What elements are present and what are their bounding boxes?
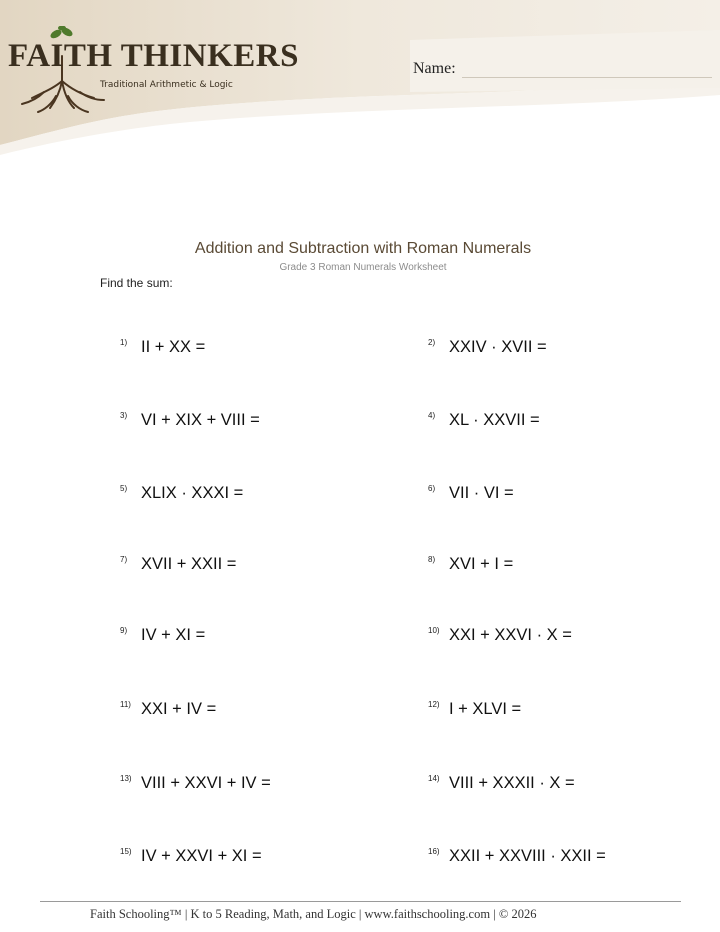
problem-expression: XVII + XXII = xyxy=(141,555,237,573)
problem-expression: XXII + XXVIII · XXII = xyxy=(449,847,606,865)
problem-number: 4) xyxy=(428,411,436,420)
problem-number: 16) xyxy=(428,847,440,856)
problem-expression: IV + XI = xyxy=(141,626,206,644)
problem-expression: XXIV · XVII = xyxy=(449,338,547,356)
brand-tagline: Traditional Arithmetic & Logic xyxy=(100,80,233,90)
worksheet-title: Addition and Subtraction with Roman Numerals xyxy=(194,240,532,257)
name-input-line[interactable] xyxy=(462,77,712,78)
problem-number: 7) xyxy=(120,555,128,564)
problem-number: 15) xyxy=(120,847,132,856)
problem-expression: IV + XXVI + XI = xyxy=(141,847,262,865)
problem-expression: XVI + I = xyxy=(449,555,514,573)
footer-divider xyxy=(40,901,681,902)
problem-expression: XL · XXVII = xyxy=(449,411,540,429)
brand-name: FAITH THINKERS xyxy=(8,38,299,74)
worksheet-subtitle: Grade 3 Roman Numerals Worksheet xyxy=(279,262,447,273)
name-label: Name: xyxy=(413,60,456,77)
problem-expression: II + XX = xyxy=(141,338,206,356)
problem-number: 13) xyxy=(120,774,132,783)
problem-expression: I + XLVI = xyxy=(449,700,522,718)
problem-number: 6) xyxy=(428,484,436,493)
problem-number: 2) xyxy=(428,338,436,347)
problem-number: 8) xyxy=(428,555,436,564)
problem-number: 1) xyxy=(120,338,128,347)
problem-expression: XXI + XXVI · X = xyxy=(449,626,572,644)
problem-expression: VIII + XXVI + IV = xyxy=(141,774,271,792)
footer-text: Faith Schooling™ | K to 5 Reading, Math, and Logic | www.faithschooling.com | © 2026 xyxy=(90,907,537,921)
problem-number: 9) xyxy=(120,626,128,635)
problem-expression: XLIX · XXXI = xyxy=(141,484,244,502)
problem-expression: XXI + IV = xyxy=(141,700,217,718)
problem-expression: VII · VI = xyxy=(449,484,514,502)
instructions: Find the sum: xyxy=(100,276,173,290)
problem-number: 5) xyxy=(120,484,128,493)
problem-number: 14) xyxy=(428,774,440,783)
problem-number: 12) xyxy=(428,700,440,709)
problem-number: 3) xyxy=(120,411,128,420)
problem-number: 11) xyxy=(120,700,131,709)
problem-expression: VI + XIX + VIII = xyxy=(141,411,260,429)
problem-number: 10) xyxy=(428,626,440,635)
problem-expression: VIII + XXXII · X = xyxy=(449,774,575,792)
